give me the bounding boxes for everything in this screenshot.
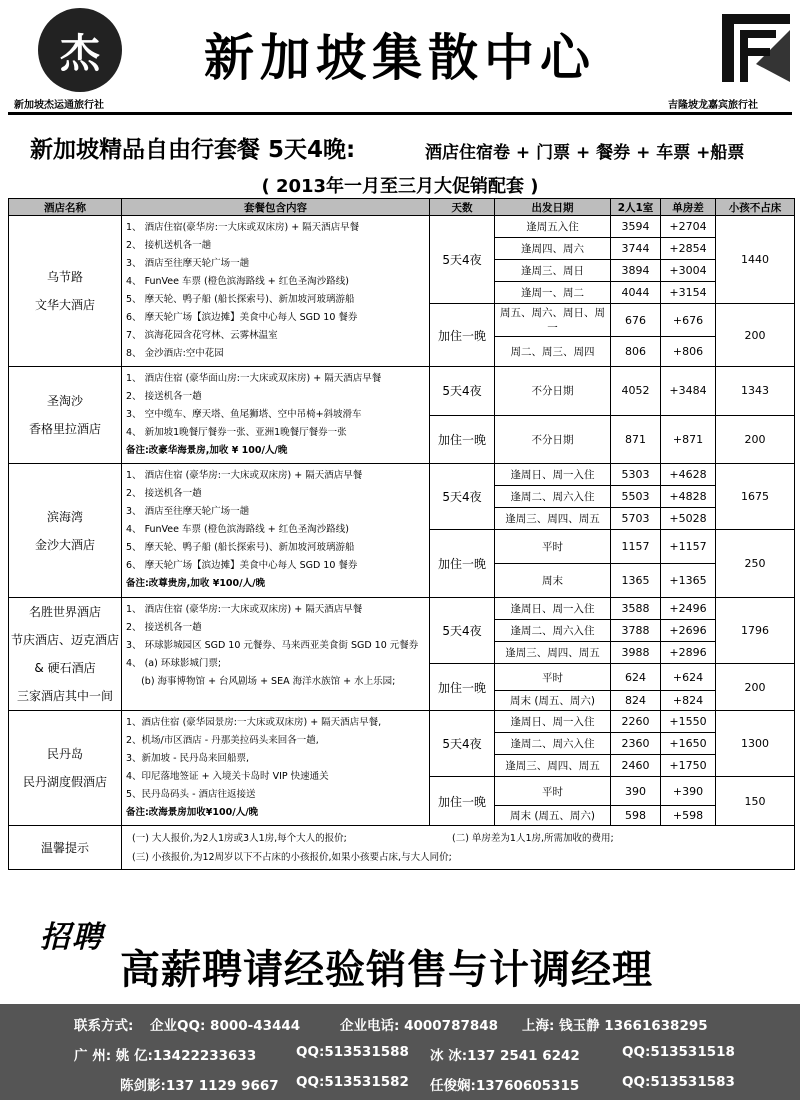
price-double: 5303: [611, 464, 661, 486]
single-supplement: +1750: [661, 755, 716, 777]
price-double: 1365: [611, 564, 661, 598]
agency-logo-right: [716, 8, 796, 88]
single-supplement: +1157: [661, 530, 716, 564]
hotel-name-cell: [9, 598, 122, 711]
footer-label: 联系方式:: [74, 1018, 134, 1034]
child-price: 150: [716, 777, 795, 826]
duration-cell: 5天4夜: [430, 367, 495, 416]
price-double: 3894: [611, 260, 661, 282]
hotel-name: 民丹岛: [46, 747, 83, 761]
hotel-name: 滨海湾: [46, 509, 83, 524]
price-double: 4044: [611, 282, 661, 304]
logo-char: 杰: [60, 29, 100, 77]
single-supplement: +3004: [661, 260, 716, 282]
single-supplement: +1365: [661, 564, 716, 598]
child-price: 200: [716, 664, 795, 711]
footer-contact-qq: QQ:513531588: [296, 1044, 409, 1060]
departure-date: 逢周五入住: [495, 216, 611, 238]
single-supplement: +2704: [661, 216, 716, 238]
footer-contact: 任俊娴:13760605315: [430, 1078, 580, 1094]
single-supplement: +4828: [661, 486, 716, 508]
hotel-name: 节庆酒店、迈克酒店: [10, 633, 119, 647]
package-note: 备注:改豪华海景房,加收 ¥ 100/人/晚: [126, 445, 288, 456]
departure-date: 逢周四、周六: [495, 238, 611, 260]
price-double: 3588: [611, 598, 661, 620]
child-price: 200: [716, 415, 795, 464]
footer-qq: 企业QQ: 8000-43444: [150, 1018, 301, 1034]
price-double: 5503: [611, 486, 661, 508]
package-item: 5、 摩天轮、鸭子船 (船长探索号)、新加坡河玻璃游船: [126, 294, 355, 305]
duration-cell: 加住一晚: [430, 530, 495, 598]
hotel-name: & 硬石酒店: [34, 661, 96, 675]
package-contents: [122, 598, 430, 711]
package-item: 2、 接送机各一趟: [126, 488, 202, 499]
tips-content: [122, 826, 795, 870]
departure-date: 逢周日、周一入住: [495, 464, 611, 486]
package-title: 新加坡精品自由行套餐 5天4晚:: [30, 137, 356, 163]
contact-footer: [0, 1004, 800, 1100]
footer-contact: 广 州: 姚 亿:13422233633: [74, 1048, 257, 1064]
single-supplement: +676: [661, 304, 716, 337]
table-row: [9, 598, 795, 620]
table-header-row: [9, 199, 795, 216]
hotel-name-cell: [9, 464, 122, 598]
package-item: 4、 (a) 环球影城门票;: [126, 658, 222, 669]
departure-date: 周末: [495, 564, 611, 598]
hotel-name-cell: [9, 711, 122, 826]
departure-date: 逢周日、周一入住: [495, 711, 611, 733]
package-note: 备注:改海景房加收¥100/人/晚: [126, 807, 259, 818]
hotel-name: 圣淘沙: [46, 394, 83, 408]
footer-contact: 冰 冰:137 2541 6242: [430, 1048, 580, 1064]
package-item: 6、 摩天轮广场【滨边摊】美食中心每人 SGD 10 餐券: [126, 312, 358, 323]
departure-date: 周五、周六、周日、周一: [495, 304, 611, 337]
price-double: 3788: [611, 620, 661, 642]
duration-cell: 5天4夜: [430, 216, 495, 304]
price-double: 3744: [611, 238, 661, 260]
child-price: 1343: [716, 367, 795, 416]
package-item: 4、印尼落地签证 + 入境关卡岛时 VIP 快速通关: [126, 771, 329, 782]
package-item: 5、民丹岛码头 - 酒店往返接送: [126, 789, 256, 800]
duration-cell: 加住一晚: [430, 415, 495, 464]
single-supplement: +1550: [661, 711, 716, 733]
agency-name-right: 吉隆坡龙嘉宾旅行社: [668, 100, 758, 111]
package-item: 1、 酒店住宿 (豪华房:一大床或双床房) + 隔天酒店早餐: [126, 470, 363, 481]
price-double: 2260: [611, 711, 661, 733]
price-double: 871: [611, 415, 661, 464]
recruit-badge: 招聘: [40, 920, 104, 955]
package-item: 2、机场/市区酒店 - 丹那美拉码头来回各一趟,: [126, 735, 319, 746]
single-supplement: +2696: [661, 620, 716, 642]
departure-date: 周末 (周五、周六): [495, 806, 611, 826]
package-contents: [122, 367, 430, 464]
single-supplement: +2854: [661, 238, 716, 260]
promo-banner: ( 2013年一月至三月大促销配套 ): [261, 176, 539, 197]
page-title: 新加坡集散中心: [204, 29, 596, 87]
single-supplement: +824: [661, 691, 716, 711]
duration-cell: 5天4夜: [430, 598, 495, 664]
departure-date: 逢周日、周一入住: [495, 598, 611, 620]
child-price: 250: [716, 530, 795, 598]
tip-item: (三) 小孩报价,为12周岁以下不占床的小孩报价,如果小孩要占床,与大人同价;: [132, 851, 452, 863]
single-supplement: +3484: [661, 367, 716, 416]
price-double: 5703: [611, 508, 661, 530]
single-supplement: +390: [661, 777, 716, 806]
header-divider: [8, 112, 792, 115]
duration-cell: 加住一晚: [430, 304, 495, 367]
child-price: 1675: [716, 464, 795, 530]
footer-contact-qq: QQ:513531583: [622, 1074, 735, 1090]
single-supplement: +2496: [661, 598, 716, 620]
single-supplement: +598: [661, 806, 716, 826]
child-price: 1796: [716, 598, 795, 664]
price-double: 598: [611, 806, 661, 826]
package-item: 3、 酒店至往摩天轮广场一趟: [126, 506, 250, 517]
child-price: 200: [716, 304, 795, 367]
single-supplement: +624: [661, 664, 716, 691]
package-item: 6、 摩天轮广场【滨边摊】美食中心每人 SGD 10 餐券: [126, 560, 358, 571]
footer-contact: 陈剑影:137 1129 9667: [120, 1078, 279, 1094]
hotel-name-cell: [9, 216, 122, 367]
departure-date: 平时: [495, 777, 611, 806]
child-price: 1440: [716, 216, 795, 304]
duration-cell: 5天4夜: [430, 711, 495, 777]
hotel-name: 香格里拉酒店: [28, 422, 101, 436]
footer-shanghai: 上海: 钱玉静 13661638295: [522, 1018, 708, 1034]
hotel-name: 文华大酒店: [34, 298, 95, 312]
hotel-name-cell: [9, 367, 122, 464]
departure-date: 逢周二、周六入住: [495, 733, 611, 755]
column-header: 套餐包含内容: [122, 199, 430, 216]
package-item: 2、 接送机各一趟: [126, 622, 202, 633]
column-header: 2人1室: [611, 199, 661, 216]
table-body: [9, 216, 795, 870]
package-item: (b) 海事博物馆 + 台风剧场 + SEA 海洋水族馆 + 水上乐园;: [126, 676, 396, 687]
price-table: [8, 198, 795, 870]
departure-date: 逢周三、周四、周五: [495, 508, 611, 530]
column-header: 出发日期: [495, 199, 611, 216]
single-supplement: +3154: [661, 282, 716, 304]
price-double: 4052: [611, 367, 661, 416]
package-contents: [122, 216, 430, 367]
price-double: 2460: [611, 755, 661, 777]
departure-date: 逢周一、周二: [495, 282, 611, 304]
package-item: 3、新加坡 - 民丹岛来回船票,: [126, 753, 250, 764]
price-double: 624: [611, 664, 661, 691]
duration-cell: 加住一晚: [430, 664, 495, 711]
column-header: 天数: [430, 199, 495, 216]
package-item: 3、 空中缆车、摩天塔、鱼尾狮塔、空中吊椅+斜坡滑车: [126, 409, 362, 420]
single-supplement: +871: [661, 415, 716, 464]
single-supplement: +4628: [661, 464, 716, 486]
package-item: 3、 环球影城园区 SGD 10 元餐券、马来西亚美食街 SGD 10 元餐券: [126, 640, 419, 651]
hotel-name: 民丹湖度假酒店: [22, 775, 107, 789]
departure-date: 逢周二、周六入住: [495, 486, 611, 508]
package-inclusions: 酒店住宿卷 + 门票 + 餐券 + 车票 +船票: [425, 143, 745, 163]
table-row: [9, 216, 795, 238]
package-item: 3、 酒店至往摩天轮广场一趟: [126, 258, 250, 269]
recruit-headline: 高薪聘请经验销售与计调经理: [120, 947, 653, 993]
departure-date: 逢周三、周日: [495, 260, 611, 282]
departure-date: 不分日期: [495, 415, 611, 464]
departure-date: 不分日期: [495, 367, 611, 416]
footer-contact-qq: QQ:513531582: [296, 1074, 409, 1090]
departure-date: 平时: [495, 530, 611, 564]
single-supplement: +2896: [661, 642, 716, 664]
price-double: 806: [611, 337, 661, 367]
package-note: 备注:改尊贵房,加收 ¥100/人/晚: [126, 578, 266, 589]
departure-date: 逢周二、周六入住: [495, 620, 611, 642]
child-price: 1300: [716, 711, 795, 777]
column-header: 单房差: [661, 199, 716, 216]
single-supplement: +5028: [661, 508, 716, 530]
price-double: 824: [611, 691, 661, 711]
departure-date: 逢周三、周四、周五: [495, 755, 611, 777]
price-double: 3988: [611, 642, 661, 664]
package-item: 7、 滨海花园含花穹林、云雾林温室: [126, 330, 278, 341]
hotel-name: 金沙大酒店: [34, 537, 95, 552]
price-double: 3594: [611, 216, 661, 238]
package-item: 1、 酒店住宿 (豪华面山房:一大床或双床房) + 隔天酒店早餐: [126, 373, 382, 384]
column-header: 小孩不占床: [716, 199, 795, 216]
package-item: 1、 酒店住宿(豪华房:一大床或双床房) + 隔天酒店早餐: [126, 222, 360, 233]
package-item: 4、 FunVee 车票 (橙色滨海路线 + 红色圣淘沙路线): [126, 524, 349, 535]
hotel-name: 乌节路: [46, 270, 83, 284]
package-item: 2、 接送机各一趟: [126, 391, 202, 402]
package-contents: [122, 711, 430, 826]
package-item: 2、 接机送机各一趟: [126, 240, 212, 251]
package-item: 1、酒店住宿 (豪华园景房:一大床或双床房) + 隔天酒店早餐,: [126, 717, 382, 728]
table-row: [9, 367, 795, 416]
tips-label: 温馨提示: [9, 826, 122, 870]
footer-phone: 企业电话: 4000787848: [340, 1018, 499, 1034]
tip-item: (二) 单房差为1人1房,所需加收的费用;: [452, 832, 614, 844]
package-item: 5、 摩天轮、鸭子船 (船长探索号)、新加坡河玻璃游船: [126, 542, 355, 553]
single-supplement: +806: [661, 337, 716, 367]
price-double: 390: [611, 777, 661, 806]
table-row: [9, 711, 795, 733]
package-contents: [122, 464, 430, 598]
departure-date: 平时: [495, 664, 611, 691]
agency-name-left: 新加坡杰运通旅行社: [14, 100, 104, 111]
package-item: 4、 FunVee 车票 (橙色滨海路线 + 红色圣淘沙路线): [126, 276, 349, 287]
package-item: 4、 新加坡1晚餐厅餐券一张、亚洲1晚餐厅餐券一张: [126, 427, 347, 438]
departure-date: 周二、周三、周四: [495, 337, 611, 367]
price-double: 676: [611, 304, 661, 337]
single-supplement: +1650: [661, 733, 716, 755]
tip-item: (一) 大人报价,为2人1房或3人1房,每个大人的报价;: [132, 832, 347, 844]
hotel-name: 三家酒店其中一间: [16, 689, 113, 703]
departure-date: 逢周三、周四、周五: [495, 642, 611, 664]
duration-cell: 5天4夜: [430, 464, 495, 530]
table-row: [9, 464, 795, 486]
duration-cell: 加住一晚: [430, 777, 495, 826]
package-item: 8、 金沙酒店:空中花园: [126, 348, 224, 359]
price-double: 1157: [611, 530, 661, 564]
package-item: 1、 酒店住宿 (豪华房:一大床或双床房) + 隔天酒店早餐: [126, 604, 363, 615]
tips-row: [9, 826, 795, 870]
hotel-name: 名胜世界酒店: [28, 605, 101, 619]
column-header: 酒店名称: [9, 199, 122, 216]
departure-date: 周末 (周五、周六): [495, 691, 611, 711]
price-double: 2360: [611, 733, 661, 755]
footer-contact-qq: QQ:513531518: [622, 1044, 735, 1060]
